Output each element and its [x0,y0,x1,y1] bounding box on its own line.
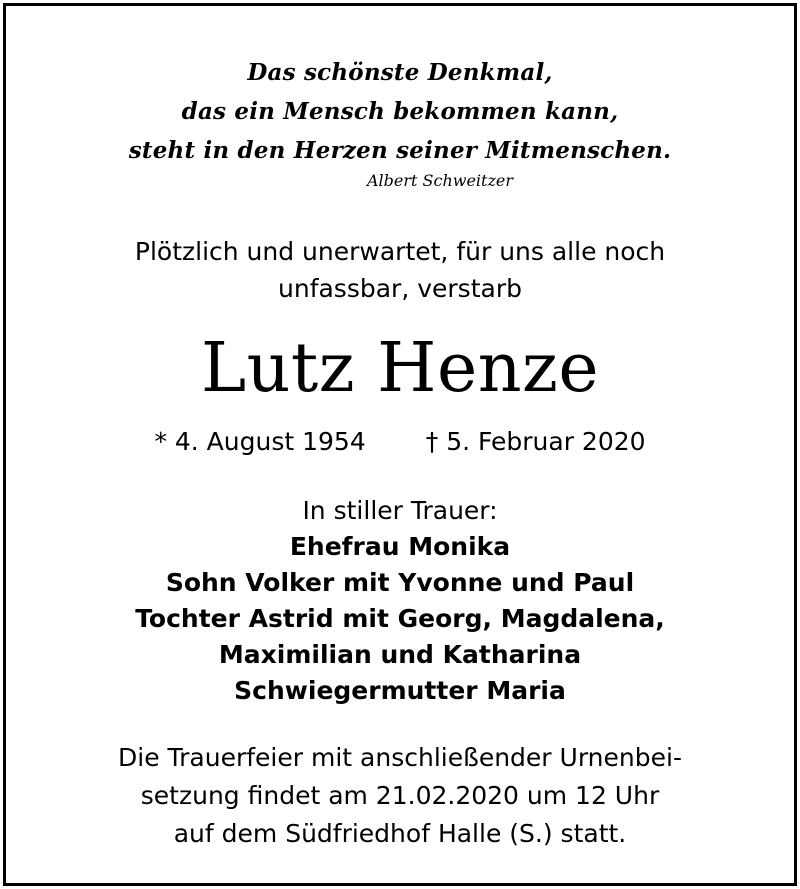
birth-date: * 4. August 1954 [154,427,366,456]
intro-text [6,233,794,307]
ceremony-line: setzung findet am 21.02.2020 um 12 Uhr [140,781,660,810]
intro-line: Plötzlich und unerwartet, für uns alle noch [134,237,666,266]
quote-line: steht in den Herzen seiner Mitmenschen. [128,137,672,164]
intro-line: unfassbar, verstarb [278,274,522,303]
quote-line: das ein Mensch bekommen kann, [181,98,619,125]
deceased-name: Lutz Henze [200,329,600,408]
ceremony-line: Die Trauerfeier mit anschließender Urnenbei- [118,743,682,772]
quote-author: Albert Schweitzer [366,171,514,190]
mourners-heading: In stiller Trauer: [302,496,498,525]
ceremony-info [6,739,794,853]
ceremony-line: auf dem Südfriedhof Halle (S.) statt. [173,819,627,848]
mourner-entry: Maximilian und Katharina [218,640,582,669]
life-dates [6,424,794,460]
death-date: † 5. Februar 2020 [425,427,646,456]
quote-line: Das schönste Denkmal, [247,59,553,86]
mourner-entry: Schwiegermutter Maria [234,676,566,705]
mourner-entry: Ehefrau Monika [289,532,511,561]
mourner-entry: Tochter Astrid mit Georg, Magdalena, [135,604,665,633]
mourners-block [6,493,794,709]
mourner-entry: Sohn Volker mit Yvonne und Paul [165,568,635,597]
quote-block [6,53,794,192]
obituary-frame [3,3,797,886]
